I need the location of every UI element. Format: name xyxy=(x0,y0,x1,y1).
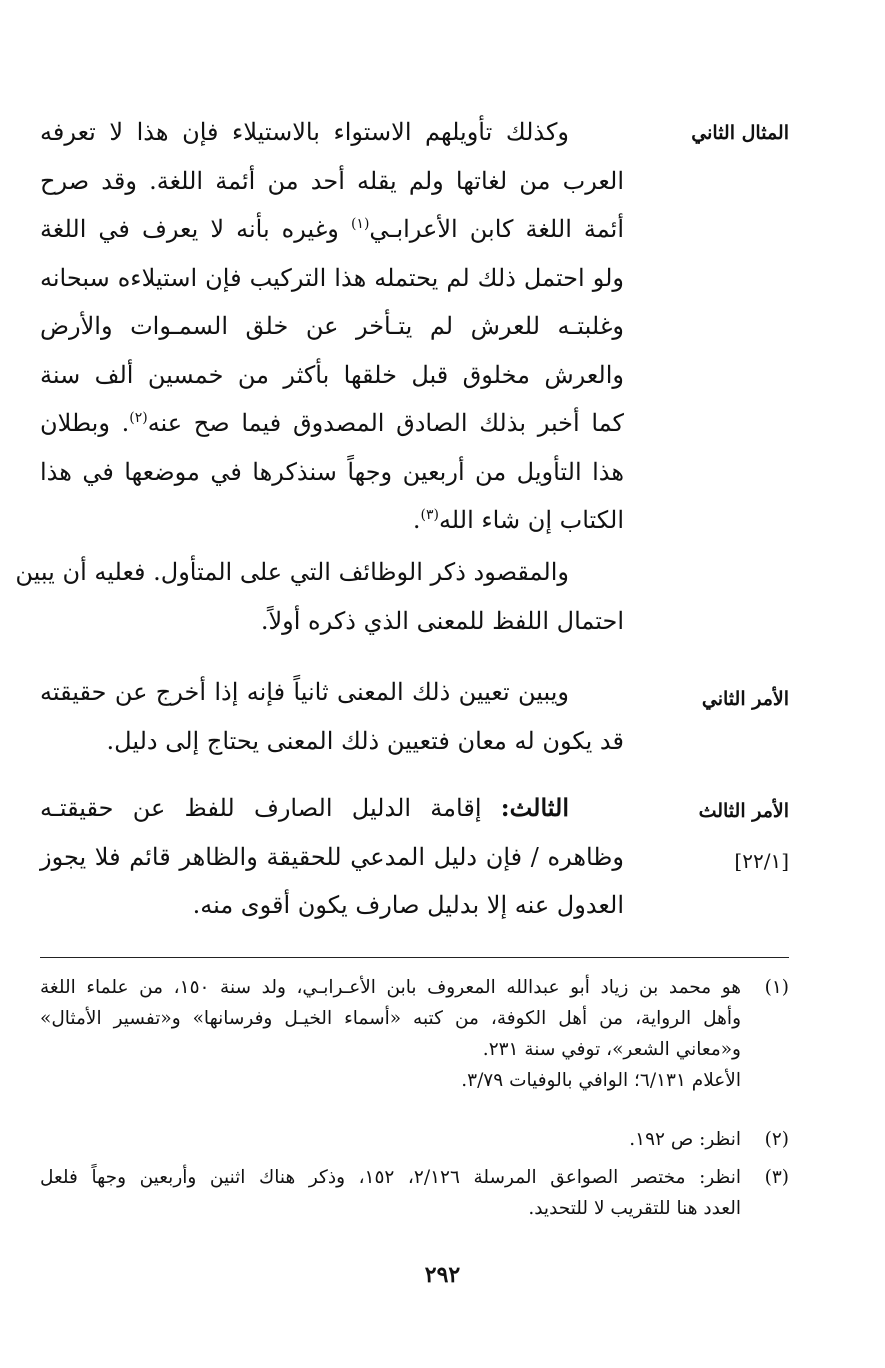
text-line: ولو احتمل ذلك لم يحتمله هذا التركيب فإن استيلاءه سبحانه xyxy=(40,263,624,292)
text-line: قد يكون له معان فتعيين ذلك المعنى يحتاج إلى دليل. xyxy=(106,726,624,755)
text-line xyxy=(40,399,624,448)
footnote-line: انظر: مختصر الصواعق المرسلة ٢/١٢٦، ١٥٢، وذكر هناك اثنين وأربعين وجهاً فلعل xyxy=(40,1167,741,1188)
footnote-line: انظر: ص ١٩٢. xyxy=(629,1129,741,1150)
text-line: وظاهره / فإن دليل المدعي للحقيقة والظاهر قائم فلا يجوز xyxy=(40,842,625,871)
footnote-line: هو محمد بن زياد أبو عبدالله المعروف بابن الأعـرابـي، ولد سنة ١٥٠، من علماء اللغة xyxy=(40,977,742,998)
text-segment: الكتاب إن شاء الله xyxy=(438,506,624,534)
footnote-line: وأهل الرواية، من أهل الكوفة، من كتبه «أسماء الخيـل وفرسانها» و«تفسير الأمثال» xyxy=(40,1008,741,1029)
text-segment: وغيره بأنه لا يعرف في اللغة xyxy=(40,215,351,243)
text-segment: . xyxy=(412,506,421,534)
text-segment: إقامة الدليل الصارف للفظ عن حقيقتـه xyxy=(40,794,501,822)
text-line: وكذلك تأويلهم الاستواء بالاستيلاء فإن هذا لا تعرفه xyxy=(40,118,569,146)
margin-label-second-matter: الأمر الثاني xyxy=(701,688,789,710)
text-segment: . وبطلان xyxy=(40,409,130,437)
paragraph-third-matter xyxy=(40,784,624,930)
text-line: العرب من لغاتها ولم يقله أحد من أئمة اللغة. وقد صرح xyxy=(40,166,624,195)
footnote-ref-1: (١) xyxy=(350,216,370,232)
bold-lead: الثالث: xyxy=(500,793,569,822)
margin-label-third-matter: الأمر الثالث xyxy=(698,800,789,822)
text-line: العدول عنه إلا بدليل صارف يكون أقوى منه. xyxy=(192,891,624,919)
footnote-line: العدد هنا للتقريب لا للتحديد. xyxy=(528,1198,741,1219)
text-line: وغلبتـه للعرش لم يتـأخر عن خلق السمـوات والأرض xyxy=(40,312,624,340)
footnote-ref-2: (٢) xyxy=(129,410,148,426)
footnote-2 xyxy=(40,1124,789,1155)
paragraph-second-example xyxy=(40,108,624,545)
text-line xyxy=(40,784,624,833)
text-line: والمقصود ذكر الوظائف التي على المتأول. فعليه أن يبين xyxy=(15,558,569,586)
footnote-number: (١) xyxy=(764,977,789,998)
footnote-ref-3: (٣) xyxy=(420,507,439,523)
text-line xyxy=(40,205,624,254)
page-number: ٢٩٢ xyxy=(424,1262,461,1288)
text-line: هذا التأويل من أربعين وجهاً سنذكرها في موضعها في هذا xyxy=(40,457,624,486)
footnote-line: و«معاني الشعر»، توفي سنة ٢٣١. xyxy=(482,1039,741,1060)
text-segment: كما أخبر بذلك الصادق المصدوق فيما صح عنه xyxy=(147,409,624,437)
volume-page-ref: [٢٢/١] xyxy=(734,849,789,873)
text-line xyxy=(40,496,624,545)
footnote-3 xyxy=(40,1162,789,1224)
footnote-number: (٢) xyxy=(764,1129,789,1150)
margin-label-second-example: المثال الثاني xyxy=(691,122,789,144)
text-line: ويبين تعيين ذلك المعنى ثانياً فإنه إذا أخرج عن حقيقته xyxy=(40,678,569,706)
text-segment: أئمة اللغة كابن الأعرابـي xyxy=(369,215,624,243)
footnote-number: (٣) xyxy=(764,1167,789,1188)
text-line: احتمال اللفظ للمعنى الذي ذكره أولاً. xyxy=(260,606,624,635)
text-line: والعرش مخلوق قبل خلقها بأكثر من خمسين ألف سنة xyxy=(40,360,624,389)
paragraph-second-matter xyxy=(40,668,624,765)
footnote-line: الأعلام ٦/١٣١؛ الوافي بالوفيات ٣/٧٩. xyxy=(461,1070,741,1091)
footnote-divider xyxy=(40,957,789,958)
paragraph-purpose xyxy=(15,548,624,645)
footnote-1 xyxy=(40,972,789,1096)
